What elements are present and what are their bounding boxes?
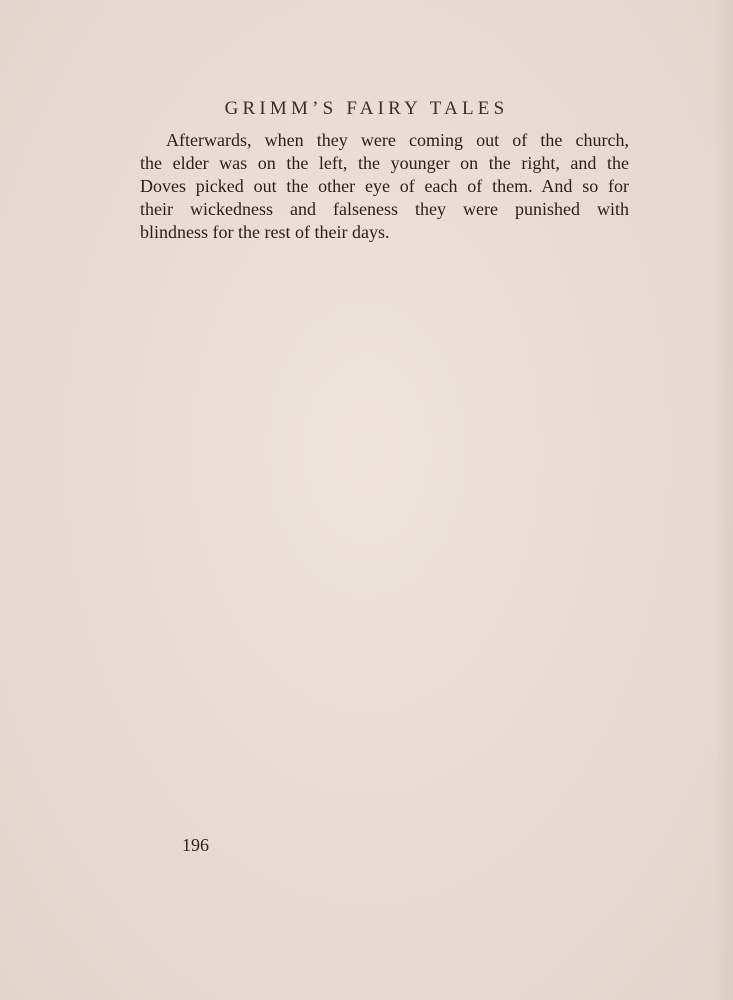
paragraph-line: Afterwards, when they were coming out of the church, [166,130,629,150]
body-paragraph [140,129,629,244]
paragraph-line: blindness for the rest of their days. [140,222,390,242]
page-edge-shadow [715,0,733,1000]
paragraph-line: their wickedness and falseness they were punished with [140,199,629,219]
running-title: GRIMM’S FAIRY TALES [224,98,509,119]
paragraph-line: Doves picked out the other eye of each of them. And so for [140,176,629,196]
page-number: 196 [182,835,209,855]
paragraph-line: the elder was on the left, the younger on the right, and the [140,153,629,173]
